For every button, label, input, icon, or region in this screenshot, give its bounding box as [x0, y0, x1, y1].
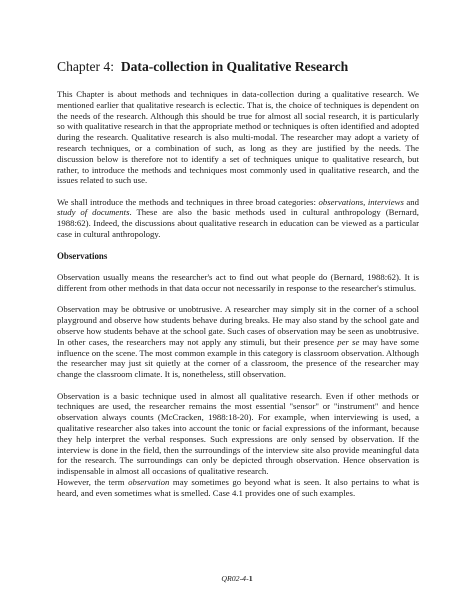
observations-p2-per-se: per se: [337, 336, 360, 347]
observations-p2-end: may have some influence on the scene. The most common example in this category is classroom observation. Although the researcher may just sit quietly at the corner of a classroom, the presence of the researcher may change the classroom climate. It is, nonetheless, still observation.: [57, 336, 419, 380]
intro-paragraph-2: [57, 197, 419, 240]
chapter-title: [57, 58, 419, 75]
observations-paragraph-1: Observation usually means the researcher's act to find out what people do (Bernard, 1988:62). It is different from other methods in that data occur not necessarily in response to the researcher's stimulus.: [57, 272, 419, 294]
observations-p4-term: observation: [128, 476, 170, 487]
footer-code: QR02-4-: [221, 574, 249, 583]
intro-p2-start: We shall introduce the methods and techniques in three broad categories:: [57, 196, 316, 207]
page-content: [57, 58, 419, 499]
intro-paragraph-1: This Chapter is about methods and techniques in data-collection during a qualitative research. We mentioned earlier that qualitative research is eclectic. That is, the choice of techniques is dependent on the needs of the research. Although this should be true for almost all social research, it is particularly so with qualitative research in that the appropriate method or techniques is often identified and adopted during the research. Qualitative research is also multi-modal. The researcher may adopt a variety of research techniques, or a combination of such, as long as they are justified by the needs. The discussion below is therefore not to identify a set of techniques unique to qualitative research, but rather, to introduce the methods and techniques most commonly used in qualitative research, and the issues related to such use.: [57, 89, 419, 186]
observations-p2-start: Observation may be obtrusive or unobtrusive. A researcher may simply sit in the corner of a school playground and observe how students behave during breaks. He may also stand by the school gate and observe how students behave at the school gate. Such cases of observation may be seen as unobtrusive. In other cases, the researchers may not apply any stimuli, but their presence: [57, 304, 419, 347]
chapter-heading: Data-collection in Qualitative Research: [120, 59, 349, 74]
observations-paragraph-4: [57, 477, 419, 499]
observations-paragraph-3: Observation is a basic technique used in almost all qualitative research. Even if other methods or techniques are used, the researcher remains the most essential "sensor" or "instrument" and hence observation always counts (McCracken, 1988:18-20). For example, when interviewing is used, a qualitative researcher also takes into account the tonic or facial expressions of the informant, because they help interpret the verbal responses. Such expressions are only sensed by observation. If the interview is done in the field, then the surroundings of the interview site also provide meaningful data for the research. The surroundings can only be depicted through observation. Hence observation is indispensable in almost all occasions of qualitative research.: [57, 390, 419, 477]
observations-paragraph-2: [57, 304, 419, 380]
intro-p2-category-1: observations, interviews: [318, 196, 404, 207]
page-footer: [0, 574, 474, 583]
intro-p2-and: and: [406, 196, 420, 207]
section-heading-observations: Observations: [57, 250, 108, 261]
intro-p2-end: . These are also the basic methods used in cultural anthropology (Bernard, 1988:62). Indeed, the discussions about qualitative research in education can be viewed as a particular case in cultural anthropology.: [57, 207, 419, 240]
chapter-label: Chapter 4:: [57, 59, 115, 74]
intro-p2-category-2: study of documents: [57, 207, 130, 218]
observations-p4-end: may sometimes go beyond what is seen. It also pertains to what is heard, and even sometimes what is smelled. Case 4.1 provides one of such examples.: [57, 476, 420, 498]
observations-p4-start: However, the term: [57, 476, 125, 487]
page-number: 1: [248, 574, 253, 583]
